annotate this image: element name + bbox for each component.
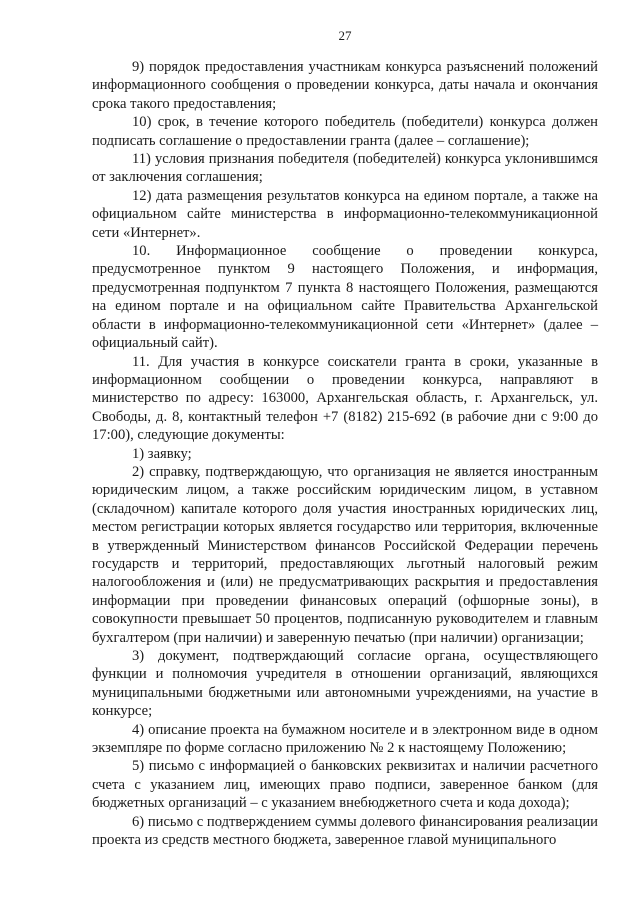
paragraph-doc-6: 6) письмо с подтверждением суммы долевого финансирования реализации проекта из средств местного бюджета, заверенное главой муниципального [92, 813, 598, 849]
page-number: 27 [338, 28, 352, 43]
paragraph-doc-4: 4) описание проекта на бумажном носителе и в электронном виде в одном экземпляре по форме согласно приложению № 2 к настоящему Положению; [92, 721, 598, 757]
paragraph-subitem-9: 9) порядок предоставления участникам конкурса разъяснений положений информационного сообщения о проведении конкурса, даты начала и окончания срока такого предоставления; [92, 59, 598, 112]
paragraph-doc-1: 1) заявку; [132, 445, 192, 462]
document-body [92, 58, 598, 849]
paragraph-doc-2: 2) справку, подтверждающую, что организация не является иностранным юридическим лицом, а также российским юридическим лицом, в уставном (складочном) капитале которого доля участия иностранных юридических лиц, местом регистрации которых является государство или территория, включенные в утвержденный Министерством финансов Российской Федерации перечень государств и территорий, предоставляющих льготный налоговый режим налогообложения и (или) не предусматривающих раскрытия и предоставления информации при проведении финансовых операций (офшорные зоны), в совокупности превышает 50 процентов, подписанную руководителем и главным бухгалтером (при наличии) и заверенную печатью (при наличии) организации; [92, 463, 598, 646]
paragraph-clause-11: 11. Для участия в конкурсе соискатели гранта в сроки, указанные в информационном сообщении о проведении конкурса, направляют в министерство по адресу: 163000, Архангельская область, г. Архангельск, ул. Свободы, д. 8, контактный телефон +7 (8182) 215-692 (в рабочие дни с 9:00 до 17:00), следующие документы: [92, 353, 598, 444]
paragraph-subitem-12: 12) дата размещения результатов конкурса на едином портале, а также на официальном сайте министерства в информационно-телекоммуникационной сети «Интернет». [92, 187, 598, 241]
paragraph-doc-5: 5) письмо с информацией о банковских реквизитах и наличии расчетного счета с указанием лиц, имеющих право подписи, заверенное банком (для бюджетных организаций – с указанием внебюджетного счета и кода дохода); [92, 758, 598, 812]
paragraph-subitem-10: 10) срок, в течение которого победитель (победители) конкурса должен подписать соглашение о предоставлении гранта (далее – соглашение); [92, 114, 598, 149]
paragraph-clause-10: 10. Информационное сообщение о проведении конкурса, предусмотренное пунктом 9 настоящего Положения, и информация, предусмотренная подпунктом 7 пункта 8 настоящего Положения, размещаются на едином портале и на официальном сайте Правительства Архангельской области в информационно-телекоммуникационной сети «Интернет» (далее – официальный сайт). [92, 243, 598, 352]
paragraph-subitem-11: 11) условия признания победителя (победителей) конкурса уклонившимся от заключения соглашения; [92, 151, 598, 186]
paragraph-doc-3: 3) документ, подтверждающий согласие органа, осуществляющего функции и полномочия учредителя в отношении организаций, являющихся муниципальными бюджетными или автономными учреждениями, на участие в конкурсе; [92, 648, 598, 720]
